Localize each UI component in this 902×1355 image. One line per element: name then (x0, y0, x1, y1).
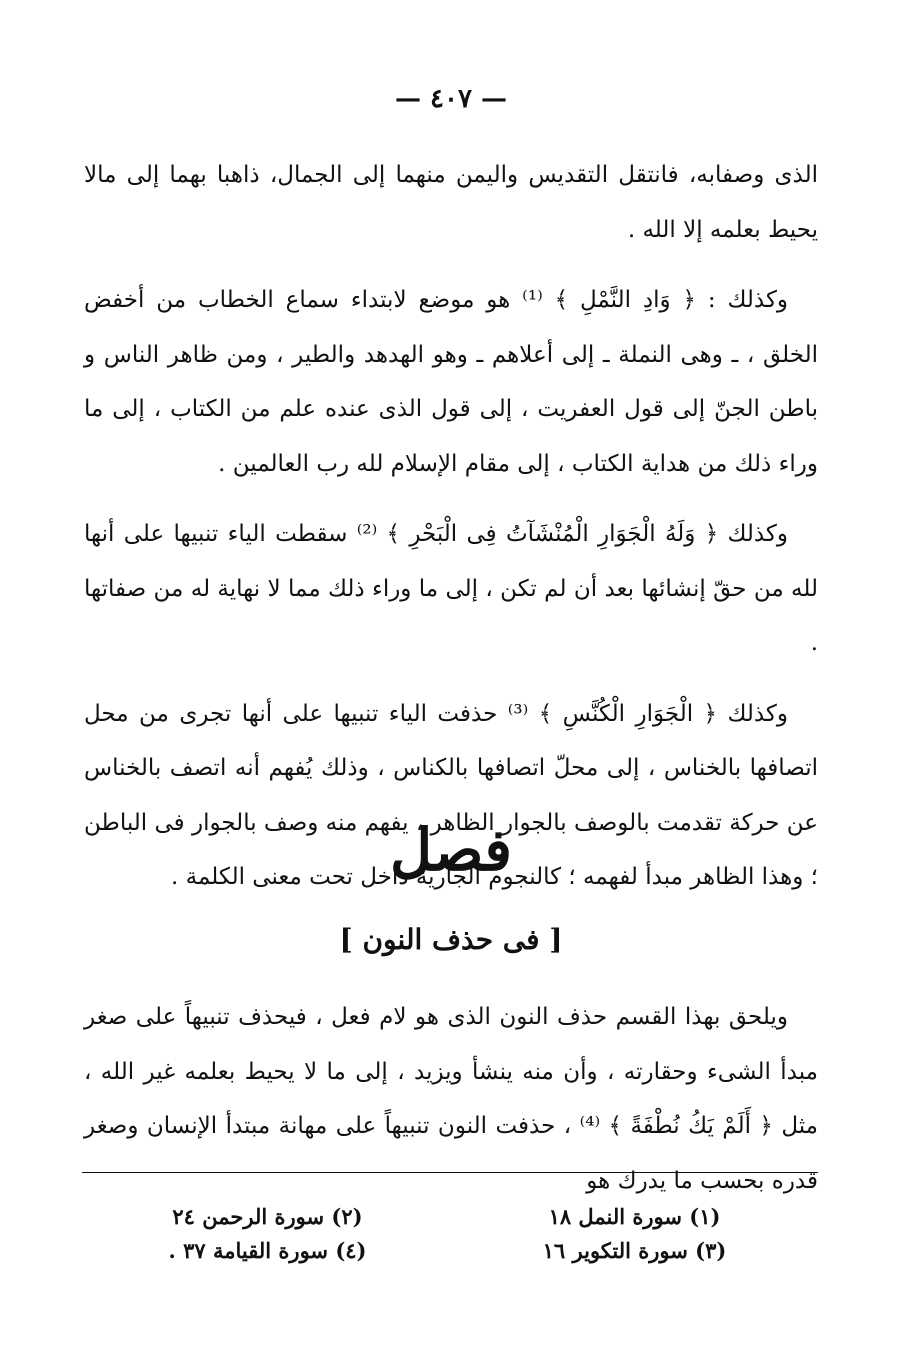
footnotes (84, 1200, 818, 1268)
section-text-block (84, 990, 818, 1208)
footnote-row (84, 1234, 818, 1268)
footnote-row (84, 1200, 818, 1234)
footnote-2: (٢) سورة الرحمن ٢٤ (172, 1204, 363, 1229)
paragraph-2: وكذلك : ﴿ وَادِ النَّمْلِ ﴾ ⁽¹⁾ هو موضع لابتداء سماع الخطاب من أخفض الخلق ، ـ وهى النملة ـ إلى أعلاهم ـ وهو الهدهد والطير ، ومن ظاهر الناس و باطن الجنّ إلى قول العفريت ، إلى قول الذى عنده علم من الكتاب ، إلى ما وراء ذلك من هداية الكتاب ، إلى مقام الإسلام لله رب العالمين . (84, 287, 818, 477)
section-title: فصل (390, 816, 512, 884)
section-subtitle: [ فى حذف النون ] (339, 923, 563, 956)
paragraph-5: ويلحق بهذا القسم حذف النون الذى هو لام فعل ، فيحذف تنبيهاً على صغر مبدأ الشىء وحقارته ، وأن منه ينشأ ويزيد ، إلى ما لا يحيط بعلمه غير الله ، مثل ﴿ أَلَمْ يَكُ نُطْفَةً ﴾ ⁽⁴⁾ ، حذفت النون تنبيهاً على مهانة مبتدأ الإنسان وصغر قدره بحسب ما يدرك هو (84, 1004, 819, 1194)
page-number: — ٤٠٧ — (394, 84, 508, 114)
footnote-4: (٤) سورة القيامة ٣٧ . (168, 1238, 367, 1263)
main-text-block (84, 148, 818, 905)
footnote-1: (١) سورة النمل ١٨ (548, 1204, 721, 1229)
paragraph-4: وكذلك ﴿ الْجَوَارِ الْكُنَّسِ ﴾ ⁽³⁾ حذفت الياء تنبيها على أنها تجرى من محل اتصافها بالخناس ، إلى محلّ اتصافها بالكناس ، وذلك يُفهم أنه اتصف بالخناس عن حركة تقدمت بالوصف بالجوار الظاهر ، يفهم منه وصف بالجوار فى الباطن ؛ وهذا الظاهر مبدأ لفهمه ؛ كالنجوم الجارية داخل تحت معنى الكلمة . (84, 700, 818, 890)
paragraph-3: وكذلك ﴿ وَلَهُ الْجَوَارِ الْمُنْشَآتُ فِى الْبَحْرِ ﴾ ⁽²⁾ سقطت الياء تنبيها على أنها لله من حقّ إنشائها بعد أن لم تكن ، إلى ما وراء ذلك مما لا نهاية له من صفاتها . (84, 521, 818, 656)
footnote-3: (٣) سورة التكوير ١٦ (542, 1238, 727, 1263)
paragraph-1: الذى وصفابه، فانتقل التقديس واليمن منهما إلى الجمال، ذاهبا بهما إلى مالا يحيط بعلمه إلا الله . (84, 162, 818, 243)
footnote-divider (82, 1172, 818, 1173)
